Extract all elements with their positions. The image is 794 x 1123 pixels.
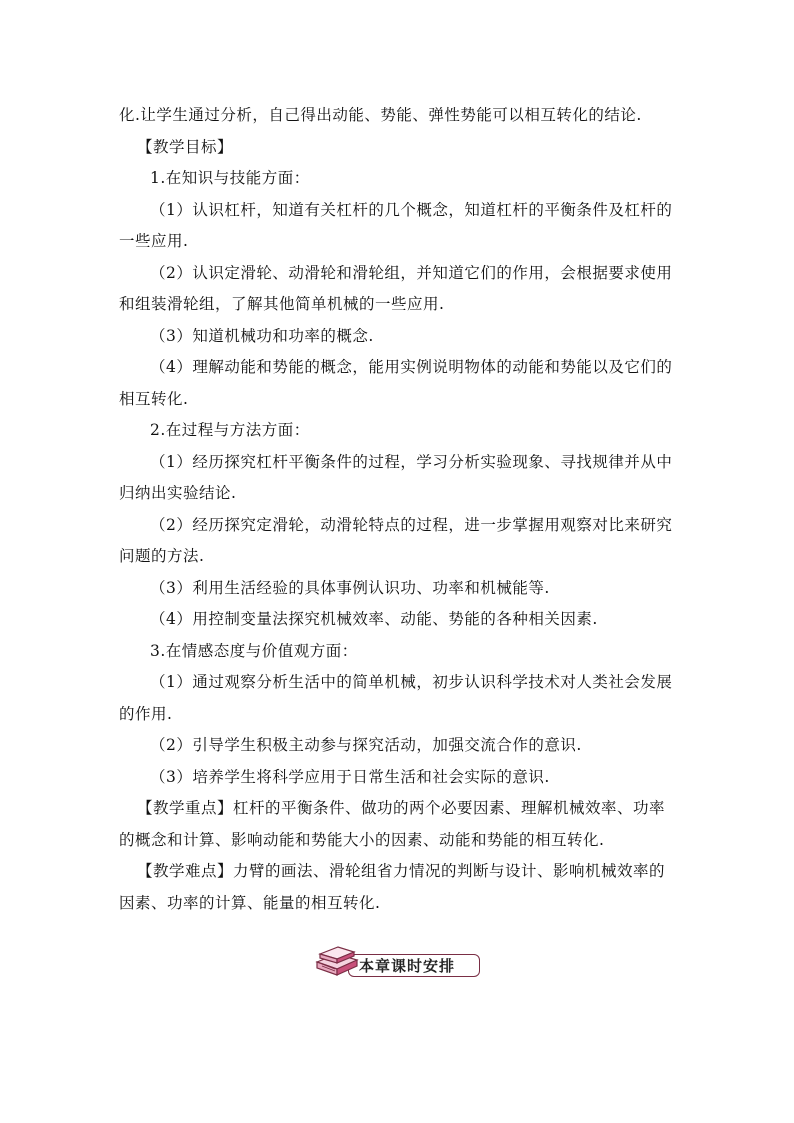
- section-key-points: 【教学重点】杠杆的平衡条件、做功的两个必要因素、理解机械效率、功率: [137, 799, 666, 817]
- paragraph: 化.让学生通过分析，自己得出动能、势能、弹性势能可以相互转化的结论.: [119, 106, 642, 124]
- paragraph: 问题的方法.: [119, 547, 205, 565]
- paragraph: （3）培养学生将科学应用于日常生活和社会实际的意识.: [150, 767, 550, 786]
- paragraph: （2）引导学生积极主动参与探究活动，加强交流合作的意识.: [150, 736, 582, 754]
- banner-label: 本章课时安排: [359, 957, 456, 975]
- paragraph: 的概念和计算、影响动能和势能大小的因素、动能和势能的相互转化.: [119, 830, 605, 849]
- paragraph: 一些应用.: [119, 232, 189, 250]
- paragraph: （2）认识定滑轮、动滑轮和滑轮组，并知道它们的作用，会根据要求使用: [150, 263, 673, 282]
- paragraph: （4）理解动能和势能的概念，能用实例说明物体的动能和势能以及它们的: [150, 358, 673, 376]
- book-stack-icon: [313, 940, 361, 980]
- paragraph: 的作用.: [119, 704, 173, 723]
- paragraph: 和组装滑轮组，了解其他简单机械的一些应用.: [119, 295, 445, 313]
- paragraph: （3）知道机械功和功率的概念.: [150, 326, 374, 345]
- paragraph: 1.在知识与技能方面：: [150, 169, 310, 187]
- section-difficulties: 【教学难点】力臂的画法、滑轮组省力情况的判断与设计、影响机械效率的: [137, 862, 666, 880]
- paragraph: （1）经历探究杠杆平衡条件的过程，学习分析实验现象、寻找规律并从中: [150, 452, 673, 471]
- document-body: [119, 100, 679, 919]
- paragraph: 因素、功率的计算、能量的相互转化.: [119, 893, 381, 912]
- paragraph: （3）利用生活经验的具体事例认识功、功率和机械能等.: [150, 578, 550, 597]
- paragraph: 3.在情感态度与价值观方面：: [150, 641, 358, 660]
- paragraph: （4）用控制变量法探究机械效率、动能、势能的各种相关因素.: [150, 610, 598, 628]
- paragraph: 相互转化.: [119, 389, 189, 408]
- paragraph: （1）认识杠杆，知道有关杠杆的几个概念，知道杠杆的平衡条件及杠杆的: [150, 200, 673, 219]
- paragraph: （1）通过观察分析生活中的简单机械，初步认识科学技术对人类社会发展: [150, 673, 673, 691]
- section-heading-objectives: 【教学目标】: [137, 137, 234, 156]
- paragraph: （2）经历探究定滑轮，动滑轮特点的过程，进一步掌握用观察对比来研究: [150, 515, 673, 534]
- paragraph: 归纳出实验结论.: [119, 484, 237, 502]
- chapter-schedule-banner: [313, 940, 483, 980]
- paragraph: 2.在过程与方法方面：: [150, 421, 310, 439]
